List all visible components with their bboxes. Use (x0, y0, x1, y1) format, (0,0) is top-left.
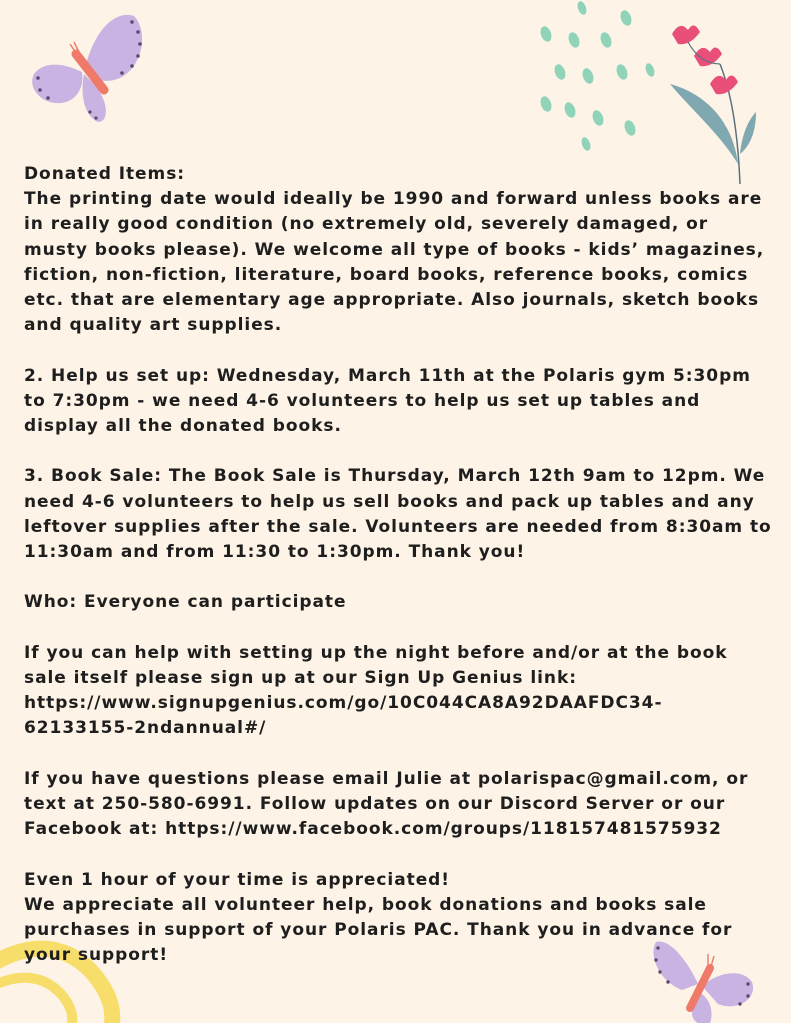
thanks-paragraph: We appreciate all volunteer help, book donations and books sale purchases in support of your Polaris PAC. Thank you in advance for your support! (24, 894, 733, 966)
green-dots-pattern (530, 0, 660, 160)
appreciated-line: Even 1 hour of your time is appreciated! (24, 869, 450, 890)
document-body (24, 162, 774, 968)
signup-link-line-1[interactable]: https://www.signupgenius.com/go/10C044CA8A92DAAFDC34- (24, 693, 663, 714)
questions-paragraph: If you have questions please email Julie at polarispac@gmail.com, or text at 250-580-6991. Follow updates on our Discord Server or our Facebook at: https://www.facebook.com/groups/118157481575932 (24, 768, 749, 840)
setup-paragraph: 2. Help us set up: Wednesday, March 11th at the Polaris gym 5:30pm to 7:30pm - we need 4-6 volunteers to help us set up tables and display all the donated books. (24, 365, 751, 437)
signup-paragraph: If you can help with setting up the night before and/or at the book sale itself please sign up at our Sign Up Genius link: (24, 642, 728, 688)
donated-items-heading: Donated Items: (24, 164, 186, 184)
signup-link-line-2[interactable]: 62133155-2ndannual#/ (24, 718, 267, 739)
book-sale-paragraph: 3. Book Sale: The Book Sale is Thursday, March 12th 9am to 12pm. We need 4-6 volunteers to help us sell books and pack up tables and any leftover supplies after the sale. Volunteers are needed from 8:30am to 11:30am and from 11:30 to 1:30pm. Thank you! (24, 466, 772, 563)
flower-branch-icon (660, 14, 760, 184)
butterfly-top-left-icon (24, 8, 150, 128)
who-paragraph: Who: Everyone can participate (24, 592, 347, 613)
donated-items-paragraph: The printing date would ideally be 1990 and forward unless books are in really good condition (no extremely old, severely damaged, or musty books please). We welcome all type of books - kids’ magazines, fiction, non-fiction, literature, board books, reference books, comics etc. that are elementary age appropriate. Also journals, sketch books and quality art supplies. (24, 189, 765, 336)
